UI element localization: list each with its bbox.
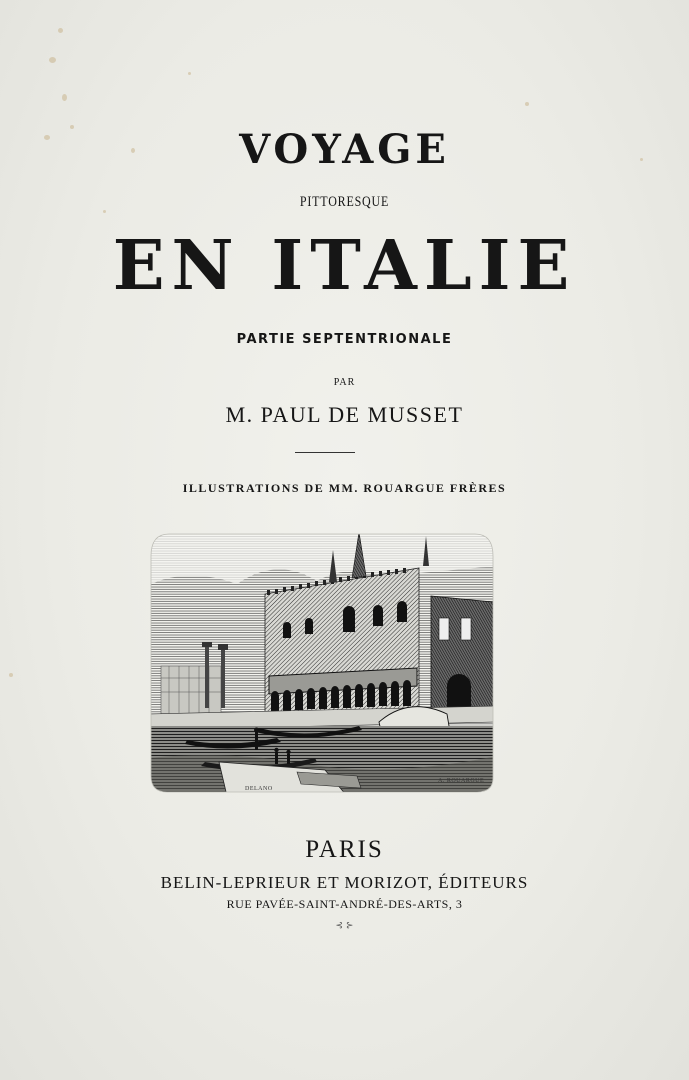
title-line-pittoresque: PITTORESQUE xyxy=(299,194,390,210)
engraver-credit-left: DELANO xyxy=(245,786,273,792)
divider-rule xyxy=(295,452,355,453)
imprint-place: PARIS xyxy=(305,836,384,863)
ornament-icon: ⊰ ⊱ xyxy=(335,921,354,931)
author-name: M. PAUL DE MUSSET xyxy=(225,402,464,427)
imprint-publisher: BELIN-LEPRIEUR ET MORIZOT, ÉDITEURS xyxy=(160,873,529,892)
illustrations-credit: ILLUSTRATIONS DE MM. ROUARGUE FRÈRES xyxy=(182,481,507,495)
doges-palace-engraving xyxy=(147,526,497,796)
engraver-credit-right: A. ROUARGUE xyxy=(438,778,485,784)
by-label: PAR xyxy=(333,377,356,388)
subtitle: PARTIE SEPTENTRIONALE xyxy=(236,332,453,347)
title-line-voyage: VOYAGE xyxy=(239,126,450,173)
title-line-en-italie: EN ITALIE xyxy=(112,226,577,306)
imprint-address: RUE PAVÉE-SAINT-ANDRÉ-DES-ARTS, 3 xyxy=(226,897,463,911)
